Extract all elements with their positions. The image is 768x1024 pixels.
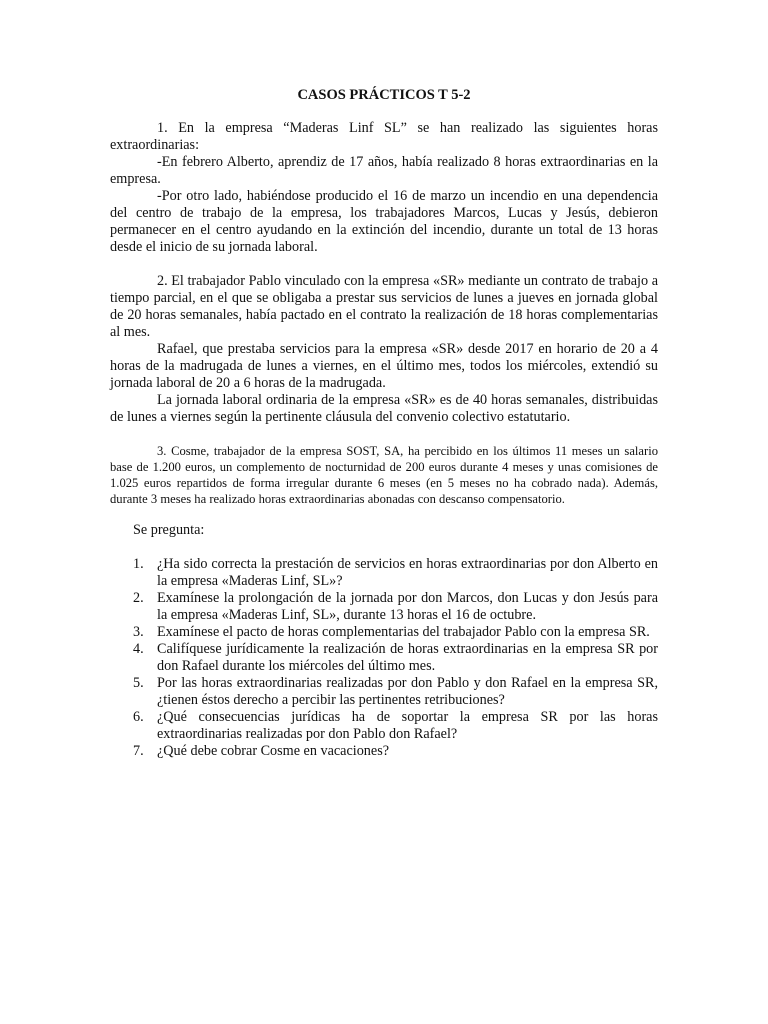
question-text: ¿Qué debe cobrar Cosme en vacaciones? (157, 743, 390, 759)
question-item (110, 590, 658, 624)
questions-list (110, 556, 658, 760)
document-title: CASOS PRÁCTICOS T 5-2 (297, 87, 471, 103)
question-number: 1. (133, 556, 144, 572)
case3-cosme: 3. Cosme, trabajador de la empresa SOST, SA, ha percibido en los últimos 11 meses un salario base de 1.200 euros, un complemento de nocturnidad de 200 euros durante 4 meses y unas comisiones de 1.025 euros repartidos de forma irregular durante 6 meses (en 5 meses no ha cobrado nada). Además, durante 3 meses ha realizado horas extraordinarias abonadas con descanso compensatorio. (110, 444, 658, 506)
question-number: 3. (133, 624, 144, 640)
case2-rafael: Rafael, que prestaba servicios para la empresa «SR» desde 2017 en horario de 20 a 4 horas de la madrugada de lunes a viernes, en el último mes, todos los miércoles, extendió su jornada laboral de 20 a 6 horas de la madrugada. (110, 341, 658, 391)
question-text: Por las horas extraordinarias realizadas por don Pablo y don Rafael en la empresa SR, ¿tienen éstos derecho a percibir las pertinentes retribuciones? (157, 675, 658, 708)
case1-fire: -Por otro lado, habiéndose producido el 16 de marzo un incendio en una dependencia del centro de trabajo de la empresa, los trabajadores Marcos, Lucas y Jesús, debieron permanecer en el centro ayudando en la extinción del incendio, durante un total de 13 horas desde el inicio de su jornada laboral. (110, 188, 658, 255)
question-item (110, 624, 658, 641)
question-item (110, 675, 658, 709)
question-item (110, 641, 658, 675)
document-page (110, 86, 658, 760)
question-number: 4. (133, 641, 144, 657)
question-number: 6. (133, 709, 144, 725)
questions-intro: Se pregunta: (133, 522, 205, 538)
question-item (110, 556, 658, 590)
question-text: Califíquese jurídicamente la realización de horas extraordinarias en la empresa SR por don Rafael durante los miércoles del último mes. (157, 641, 658, 674)
question-text: Examínese el pacto de horas complementarias del trabajador Pablo con la empresa SR. (157, 624, 650, 640)
case2-jornada: La jornada laboral ordinaria de la empresa «SR» es de 40 horas semanales, distribuidas de lunes a viernes según la pertinente cláusula del convenio colectivo estatutario. (110, 392, 658, 425)
case1-alberto: -En febrero Alberto, aprendiz de 17 años, había realizado 8 horas extraordinarias en la empresa. (110, 154, 658, 187)
question-number: 7. (133, 743, 144, 759)
question-text: ¿Ha sido correcta la prestación de servicios en horas extraordinarias por don Alberto en la empresa «Maderas Linf, SL»? (157, 556, 658, 589)
question-text: Examínese la prolongación de la jornada por don Marcos, don Lucas y don Jesús para la empresa «Maderas Linf, SL», durante 13 horas el 16 de octubre. (157, 590, 658, 623)
question-item (110, 743, 658, 760)
case2-pablo: 2. El trabajador Pablo vinculado con la empresa «SR» mediante un contrato de trabajo a tiempo parcial, en el que se obligaba a prestar sus servicios de lunes a jueves en jornada global de 20 horas semanales, había pactado en el contrato la realización de 18 horas complementarias al mes. (110, 273, 658, 340)
question-number: 5. (133, 675, 144, 691)
case1-intro: 1. En la empresa “Maderas Linf SL” se han realizado las siguientes horas extraordinarias: (110, 120, 658, 153)
question-number: 2. (133, 590, 144, 606)
question-text: ¿Qué consecuencias jurídicas ha de soportar la empresa SR por las horas extraordinarias realizadas por don Pablo don Rafael? (157, 709, 658, 742)
question-item (110, 709, 658, 743)
